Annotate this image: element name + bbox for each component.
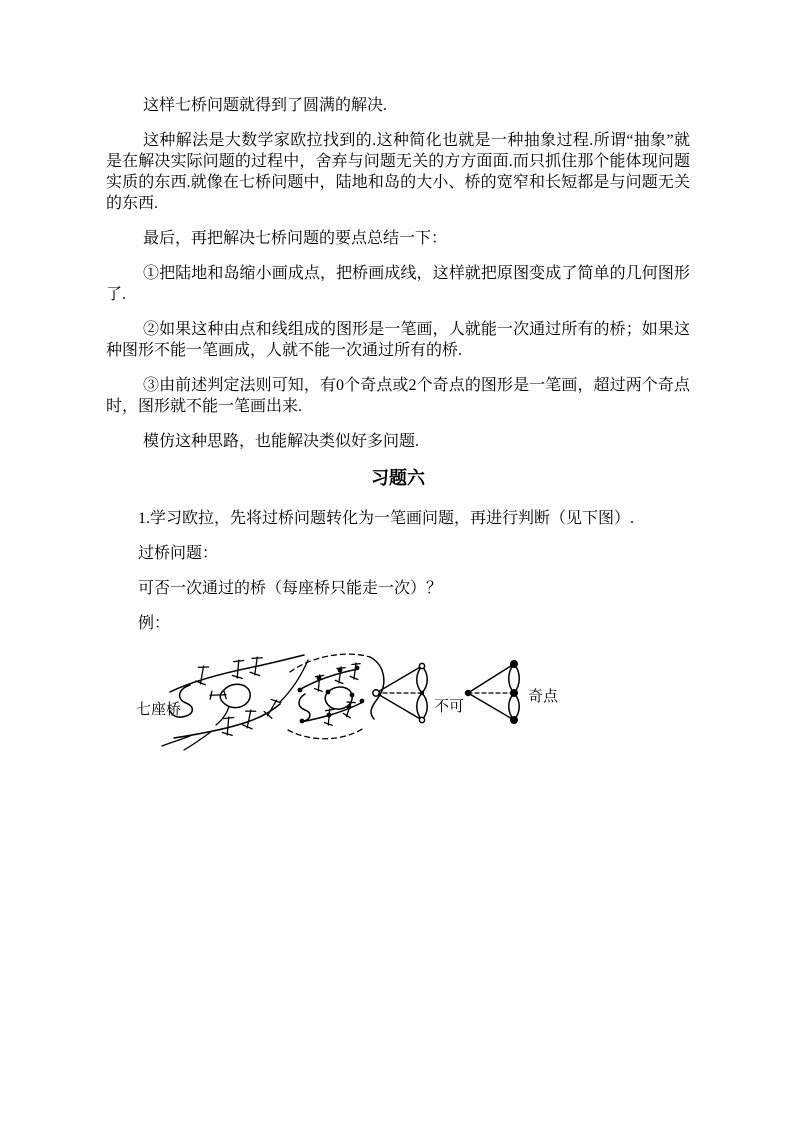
abstracted-map-with-points-sketch (288, 654, 384, 739)
vertex-hollow (419, 717, 424, 722)
vertex-dot (327, 713, 332, 718)
paragraph-summary-intro: 最后，再把解决七桥问题的要点总结一下： (143, 230, 448, 247)
vertex-dot (510, 660, 518, 668)
bridges-figure-svg (132, 648, 612, 756)
vertex-dot (355, 666, 360, 671)
vertex-dot (300, 719, 305, 724)
vertex-hollow (419, 663, 424, 668)
document-content (106, 95, 690, 761)
paragraph-point-3: ③由前述判定法则可知，有0个奇点或2个奇点的图形是一笔画，超过两个奇点时，图形就不能一笔画出来. (106, 377, 690, 415)
bridge-mark-icon (210, 691, 226, 700)
paragraph-point-1: ①把陆地和岛缩小画成点，把桥画成线，这样就把原图变成了简单的几何图形了. (106, 265, 690, 303)
seven-bridges-map-sketch (162, 655, 308, 750)
vertex-dot (347, 705, 352, 710)
exercise-subtitle: 过桥问题： (138, 545, 219, 562)
exercise-example-label: 例： (138, 615, 171, 632)
exercise-question: 可否一次通过的桥（每座桥只能走一次）？ (138, 580, 443, 597)
paragraph-conclusion: 这样七桥问题就得到了圆满的解决. (143, 97, 388, 114)
paragraph-imitate: 模仿这种思路，也能解决类似好多问题. (143, 433, 420, 450)
seven-bridges-label: 七座桥 (136, 702, 182, 718)
vertex-dot (350, 693, 355, 698)
not-possible-label: 不可 (434, 699, 465, 715)
vertex-dot (420, 691, 424, 695)
vertex-dot (298, 688, 303, 693)
vertex-dot (510, 689, 518, 697)
vertex-dot (360, 699, 365, 704)
paragraph-point-2: ②如果这种由点和线组成的图形是一笔画，人就能一次通过所有的桥；如果这种图形不能一笔画成，人就不能一次通过所有的桥. (106, 321, 690, 359)
exercise-item-1: 1.学习欧拉，先将过桥问题转化为一笔画问题，再进行判断（见下图）. (138, 510, 635, 527)
exercise-figure (132, 648, 690, 761)
paragraph-abstraction: 这种解法是大数学家欧拉找到的.这种简化也就是一种抽象过程.所谓“抽象”就是在解决实际问题的过程中，舍弃与问题无关的方方面面.而只抓住那个能体现问题实质的东西.就像在七桥问题中，陆地和岛的大小、桥的宽窄和长短都是与问题无关的东西. (106, 132, 690, 212)
vertex-dot (338, 668, 343, 673)
vertex-hollow (373, 690, 379, 696)
vertex-dot (510, 716, 518, 724)
odd-point-label: 奇点 (528, 689, 559, 705)
vertex-dot (326, 690, 331, 695)
graph-odd-points-sketch (465, 660, 519, 724)
bridge-mark-icon (263, 698, 281, 719)
vertex-dot (317, 676, 322, 681)
vertex-dot (465, 690, 471, 696)
section-heading-exercise-six: 习题六 (371, 468, 425, 488)
exercise-section (106, 508, 690, 761)
bridge-mark-icon (196, 665, 209, 684)
